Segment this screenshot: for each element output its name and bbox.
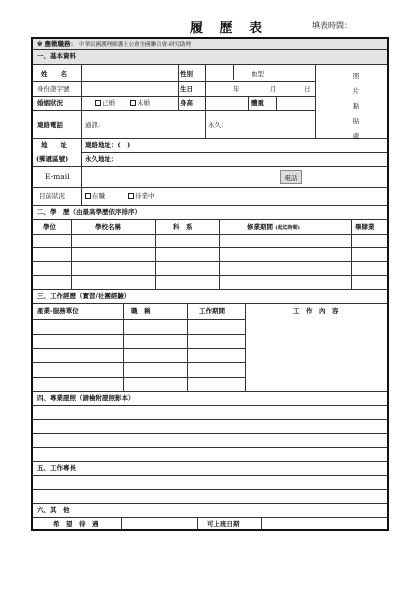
start-date-label: 可上班日期 — [207, 520, 240, 528]
single-checkbox[interactable] — [130, 100, 136, 106]
apply-marker: ※ — [37, 40, 43, 48]
resume-form — [31, 37, 389, 531]
section-work-experience-title: 三、工作經歷（實習/社團經驗） — [37, 292, 131, 300]
single-option[interactable]: 未婚 — [130, 100, 150, 107]
blood-type-label: 血型 — [251, 70, 264, 78]
apply-position-value: 中華民國護理師護士公會全國聯合會-研究助理 — [79, 42, 191, 48]
gender-label: 性別 — [180, 70, 193, 78]
job-seeking-checkbox[interactable] — [128, 193, 134, 199]
marital-status-label: 婚姻狀況 — [37, 99, 63, 107]
sec1-title-bg — [33, 49, 387, 64]
job-seeking-option[interactable]: 待業中 — [128, 193, 155, 200]
section-skills-title: 五、工作專長 — [37, 464, 76, 472]
married-option[interactable]: 已婚 — [95, 100, 115, 107]
comm-phone-label: 通訊： — [85, 121, 105, 129]
permanent-phone-label: 永久： — [208, 121, 228, 129]
address-label: 地 址 — [41, 141, 67, 149]
birth-day-label: 日 — [304, 85, 311, 93]
col-industry-unit: 產業-服務單位 — [37, 307, 79, 315]
section-certificates-title: 四、專業證照（請檢附證照影本） — [37, 394, 135, 402]
birth-month-label: 月 — [270, 85, 277, 93]
height-label: 身高 — [180, 99, 193, 107]
col-study-period: 修業期間 (起迄時間) — [247, 223, 300, 231]
weight-label: 體重 — [251, 99, 264, 107]
col-degree: 學位 — [43, 223, 56, 231]
name-label: 姓 名 — [41, 70, 67, 78]
email-label: E-mail — [45, 172, 70, 181]
id-number-label: 身份證字號 — [37, 85, 70, 93]
employed-option[interactable]: 在職 — [85, 193, 105, 200]
current-status-label: 目前狀況 — [39, 192, 65, 200]
col-department: 科 系 — [173, 223, 193, 231]
col-school-name: 學校名稱 — [95, 223, 121, 231]
employed-checkbox[interactable] — [85, 193, 91, 199]
photo-area: 照 片 黏 貼 處 — [352, 72, 360, 140]
section-education-title: 二、學 歷（由最高學歷依序排序） — [37, 208, 141, 216]
birthday-label: 生日 — [180, 85, 193, 93]
page-title: 履 歷 表 — [190, 21, 269, 36]
fill-time-label: 填表時間： — [312, 21, 352, 30]
birth-year-label: 年 — [233, 85, 240, 93]
col-work-period: 工作期間 — [199, 307, 225, 315]
contact-phone-label: 連絡電話 — [37, 121, 63, 129]
phone-button[interactable]: 電話 — [280, 170, 302, 184]
postal-code-label: (郵遞區號) — [36, 155, 69, 163]
married-checkbox[interactable] — [95, 100, 101, 106]
col-graduation-status: 畢肄業 — [355, 223, 375, 231]
permanent-address-label: 永久地址： — [85, 155, 118, 163]
col-work-content: 工 作 內 容 — [293, 307, 339, 315]
col-job-title: 職 稱 — [131, 307, 151, 315]
apply-label: 應徵職務： — [44, 40, 78, 48]
contact-address-label: 連絡地址：( ) — [85, 141, 131, 149]
expected-salary-label: 希 望 待 遇 — [53, 520, 99, 528]
section-basic-info-title: 一、基本資料 — [37, 52, 76, 60]
section-other-title: 六、其 他 — [37, 506, 70, 514]
